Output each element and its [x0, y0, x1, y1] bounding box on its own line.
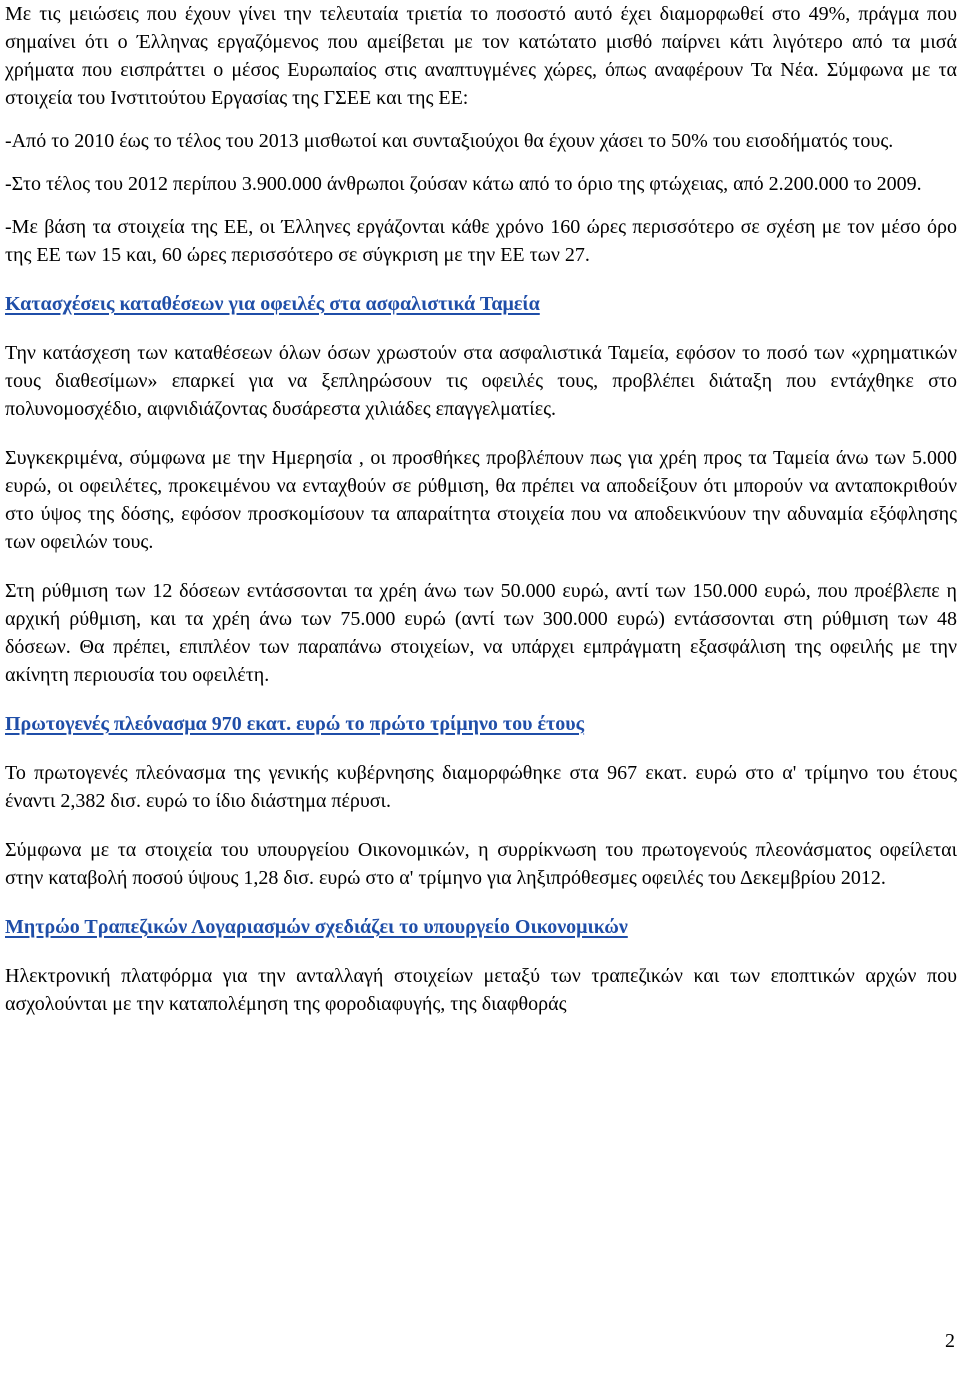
intro-paragraph: Με τις μειώσεις που έχουν γίνει την τελευταία τριετία το ποσοστό αυτό έχει διαμορφωθεί στο 49%, πράγμα που σημαίνει ότι ο Έλληνας εργαζόμενος που αμείβεται με τον κατώτατο μισθό παίρνει κάτι λιγότερο από τα μισά χρήματα που εισπράττει ο μέσος Ευρωπαίος στις αναπτυγμένες χώρες, όπως αναφέρουν Τα Νέα. Σύμφωνα με τα στοιχεία του Ινστιτούτου Εργασίας της ΓΣΕΕ και της ΕΕ: — [5, 3, 957, 109]
working-hours-item: -Με βάση τα στοιχεία της ΕΕ, οι Έλληνες εργάζονται κάθε χρόνο 160 ώρες περισσότερο σε σχέση με τον μέσο όρο της ΕΕ των 15 και, 60 ώρες περισσότερο σε σύγκριση με την ΕΕ των 27. — [5, 216, 957, 266]
surplus-heading: Πρωτογενές πλεόνασμα 970 εκατ. ευρώ το πρώτο τρίμηνο του έτους — [5, 713, 585, 735]
registry-paragraph-1: Ηλεκτρονική πλατφόρμα για την ανταλλαγή στοιχείων μεταξύ των τραπεζικών και των εποπτικών αρχών που ασχολούνται με την καταπολέμηση της φοροδιαφυγής, της διαφθοράς — [5, 965, 957, 1015]
confiscation-paragraph-3: Στη ρύθμιση των 12 δόσεων εντάσσονται τα χρέη άνω των 50.000 ευρώ, αντί των 150.000 ευρώ, που προέβλεπε η αρχική ρύθμιση, και τα χρέη άνω των 75.000 ευρώ (αντί των 300.000 ευρώ) εντάσσονται στη ρύθμιση των 48 δόσεων. Θα πρέπει, επιπλέον των παραπάνω στοιχείων, να υπάρχει εμπράγματη εξασφάλιση της οφειλής με την ακίνητη περιουσία του οφειλέτη. — [5, 580, 957, 686]
surplus-paragraph-2: Σύμφωνα με τα στοιχεία του υπουργείου Οικονομικών, η συρρίκνωση του πρωτογενούς πλεονάσματος οφείλεται στην καταβολή ποσού ύψους 1,28 δισ. ευρώ στο α' τρίμηνο για ληξιπρόθεσμες οφειλές του Δεκεμβρίου 2012. — [5, 839, 957, 889]
page-number: 2 — [945, 1330, 955, 1352]
confiscation-paragraph-1: Την κατάσχεση των καταθέσεων όλων όσων χρωστούν στα ασφαλιστικά Ταμεία, εφόσον το ποσό των «χρηματικών τους διαθεσίμων» επαρκεί για να ξεπληρώσουν τις οφειλές τους, προβλέπει διάταξη που εντάχθηκε στο πολυνομοσχέδιο, αιφνιδιάζοντας δυσάρεστα χιλιάδες επαγγελματίες. — [5, 342, 957, 420]
surplus-paragraph-1: Το πρωτογενές πλεόνασμα της γενικής κυβέρνησης διαμορφώθηκε στα 967 εκατ. ευρώ στο α' τρίμηνο του έτους έναντι 2,382 δισ. ευρώ το ίδιο διάστημα πέρυσι. — [5, 762, 957, 812]
poverty-item: -Στο τέλος του 2012 περίπου 3.900.000 άνθρωποι ζούσαν κάτω από το όριο της φτώχειας, από 2.200.000 το 2009. — [5, 173, 922, 195]
confiscation-paragraph-2: Συγκεκριμένα, σύμφωνα με την Ημερησία , οι προσθήκες προβλέπουν πως για χρέη προς τα Ταμεία άνω των 5.000 ευρώ, οι οφειλέτες, προκειμένου να ενταχθούν σε ρύθμιση, θα πρέπει να αποδείξουν ότι μπορούν να ανταποκριθούν στο ύψος της δόσης, εφόσον προσκομίσουν τα απαραίτητα στοιχεία που να αποδεικνύουν την αδυναμία εξόφλησης των οφειλών τους. — [5, 447, 957, 553]
document-page — [5, 0, 957, 1018]
registry-heading: Μητρώο Τραπεζικών Λογαριασμών σχεδιάζει το υπουργείο Οικονομικών — [5, 916, 628, 938]
income-loss-item: -Από το 2010 έως το τέλος του 2013 μισθωτοί και συνταξιούχοι θα έχουν χάσει το 50% του εισοδήματός τους. — [5, 130, 894, 152]
confiscation-heading: Κατασχέσεις καταθέσεων για οφειλές στα ασφαλιστικά Ταμεία — [5, 293, 540, 315]
